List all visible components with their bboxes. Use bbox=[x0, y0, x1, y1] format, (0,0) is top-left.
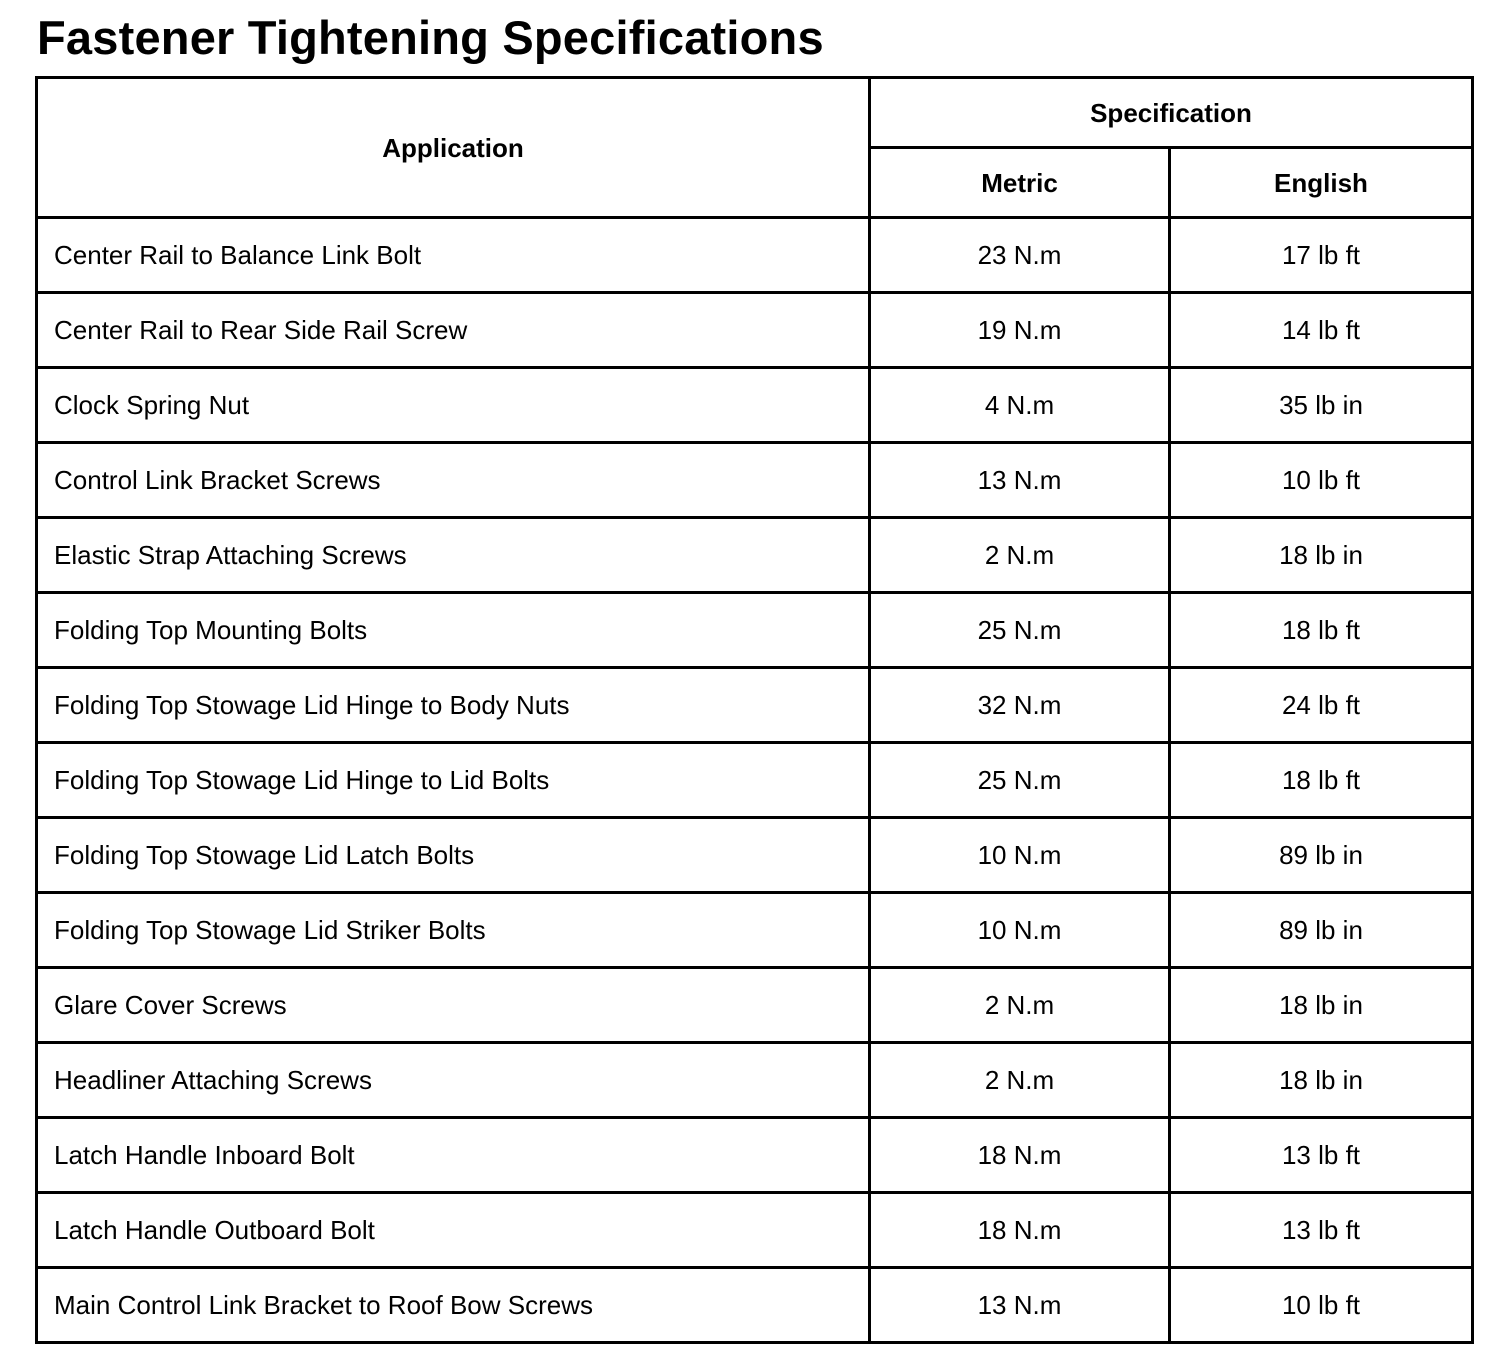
cell-metric: 18 N.m bbox=[870, 1118, 1170, 1193]
cell-english: 24 lb ft bbox=[1170, 668, 1473, 743]
cell-metric: 2 N.m bbox=[870, 1043, 1170, 1118]
cell-application: Control Link Bracket Screws bbox=[37, 443, 870, 518]
table-header bbox=[37, 78, 1473, 218]
cell-application: Main Control Link Bracket to Roof Bow Screws bbox=[37, 1268, 870, 1343]
cell-metric: 23 N.m bbox=[870, 218, 1170, 293]
cell-english: 18 lb in bbox=[1170, 1043, 1473, 1118]
column-header-english: English bbox=[1170, 148, 1473, 218]
cell-english: 10 lb ft bbox=[1170, 1268, 1473, 1343]
fastener-spec-table bbox=[35, 76, 1474, 1344]
column-group-header-specification: Specification bbox=[870, 78, 1473, 148]
table-row bbox=[37, 1268, 1473, 1343]
table-row bbox=[37, 218, 1473, 293]
cell-english: 13 lb ft bbox=[1170, 1193, 1473, 1268]
cell-english: 13 lb ft bbox=[1170, 1118, 1473, 1193]
table-row bbox=[37, 593, 1473, 668]
cell-application: Folding Top Stowage Lid Latch Bolts bbox=[37, 818, 870, 893]
table-row bbox=[37, 818, 1473, 893]
table-body bbox=[37, 218, 1473, 1343]
table-row bbox=[37, 368, 1473, 443]
cell-metric: 25 N.m bbox=[870, 743, 1170, 818]
cell-metric: 10 N.m bbox=[870, 893, 1170, 968]
cell-application: Clock Spring Nut bbox=[37, 368, 870, 443]
table-row bbox=[37, 518, 1473, 593]
cell-application: Latch Handle Outboard Bolt bbox=[37, 1193, 870, 1268]
table-row bbox=[37, 1118, 1473, 1193]
table-row bbox=[37, 968, 1473, 1043]
cell-metric: 2 N.m bbox=[870, 518, 1170, 593]
table-row bbox=[37, 743, 1473, 818]
cell-english: 18 lb in bbox=[1170, 968, 1473, 1043]
cell-application: Folding Top Stowage Lid Striker Bolts bbox=[37, 893, 870, 968]
cell-metric: 32 N.m bbox=[870, 668, 1170, 743]
cell-english: 89 lb in bbox=[1170, 893, 1473, 968]
cell-metric: 13 N.m bbox=[870, 443, 1170, 518]
cell-metric: 13 N.m bbox=[870, 1268, 1170, 1343]
cell-english: 89 lb in bbox=[1170, 818, 1473, 893]
cell-application: Glare Cover Screws bbox=[37, 968, 870, 1043]
cell-application: Center Rail to Balance Link Bolt bbox=[37, 218, 870, 293]
cell-metric: 25 N.m bbox=[870, 593, 1170, 668]
cell-english: 10 lb ft bbox=[1170, 443, 1473, 518]
cell-metric: 10 N.m bbox=[870, 818, 1170, 893]
cell-english: 18 lb ft bbox=[1170, 743, 1473, 818]
header-row-top bbox=[37, 78, 1473, 148]
cell-application: Headliner Attaching Screws bbox=[37, 1043, 870, 1118]
cell-english: 14 lb ft bbox=[1170, 293, 1473, 368]
column-header-application: Application bbox=[37, 78, 870, 218]
cell-metric: 4 N.m bbox=[870, 368, 1170, 443]
cell-application: Folding Top Mounting Bolts bbox=[37, 593, 870, 668]
cell-metric: 2 N.m bbox=[870, 968, 1170, 1043]
table-row bbox=[37, 1193, 1473, 1268]
table-row bbox=[37, 893, 1473, 968]
table-row bbox=[37, 293, 1473, 368]
table-row bbox=[37, 668, 1473, 743]
cell-english: 18 lb ft bbox=[1170, 593, 1473, 668]
table-row bbox=[37, 443, 1473, 518]
cell-metric: 18 N.m bbox=[870, 1193, 1170, 1268]
cell-application: Elastic Strap Attaching Screws bbox=[37, 518, 870, 593]
column-header-metric: Metric bbox=[870, 148, 1170, 218]
cell-english: 35 lb in bbox=[1170, 368, 1473, 443]
cell-metric: 19 N.m bbox=[870, 293, 1170, 368]
cell-application: Center Rail to Rear Side Rail Screw bbox=[37, 293, 870, 368]
cell-english: 18 lb in bbox=[1170, 518, 1473, 593]
cell-application: Folding Top Stowage Lid Hinge to Body Nuts bbox=[37, 668, 870, 743]
cell-english: 17 lb ft bbox=[1170, 218, 1473, 293]
cell-application: Latch Handle Inboard Bolt bbox=[37, 1118, 870, 1193]
cell-application: Folding Top Stowage Lid Hinge to Lid Bolts bbox=[37, 743, 870, 818]
table-row bbox=[37, 1043, 1473, 1118]
page-title: Fastener Tightening Specifications bbox=[37, 11, 824, 64]
